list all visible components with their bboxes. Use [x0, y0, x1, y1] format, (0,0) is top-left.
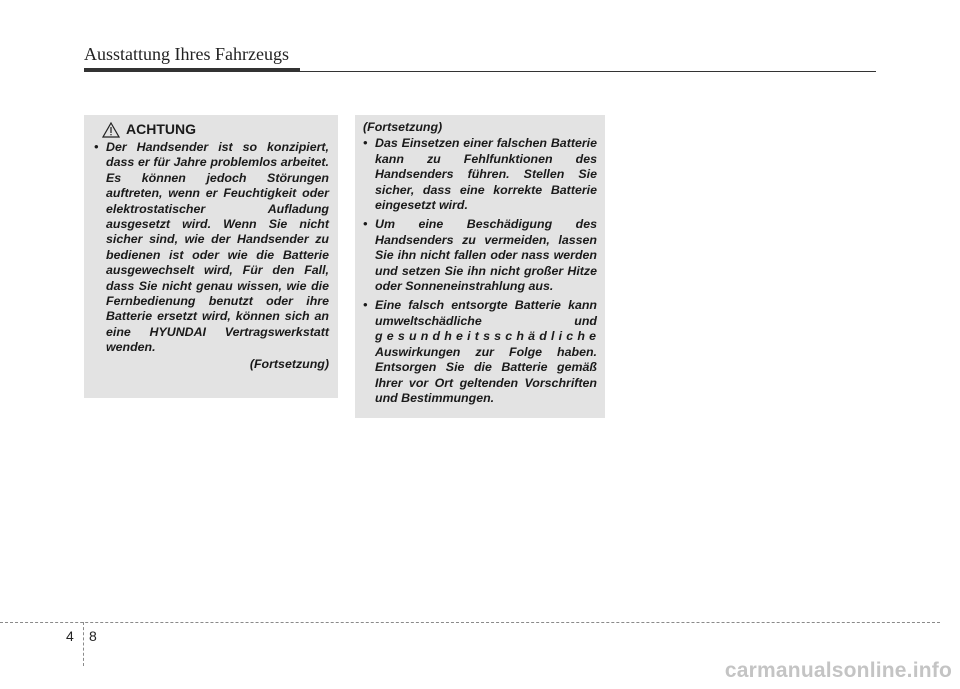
chapter-number: 4 — [66, 628, 74, 644]
bullet: • — [94, 140, 99, 154]
bullet: • — [363, 136, 368, 151]
page-number: 8 — [89, 628, 97, 644]
continuation-note: (Fortsetzung) — [249, 356, 329, 371]
footer-divider — [83, 622, 84, 666]
caution-box — [84, 115, 338, 398]
bullet: • — [363, 298, 368, 313]
caution-item — [363, 298, 601, 406]
footer-rule — [0, 622, 940, 623]
caution-item — [363, 136, 597, 213]
caution-text: Der Handsender ist so konzipiert, dass er für Jahre problemlos arbeitet. Es können jedoch Störungen auftreten, wenn er Feuchtigkeit oder elektrostatischer Aufladung ausgesetzt wird. Wenn Sie nicht sicher sind, wie der Handsender zu bedienen ist oder wie die Batterie ausgewechselt wird, Für den Fall, dass Sie nicht genau wissen, wie die Fernbedienung benutzt oder ihre Batterie ersetzt wird, können sich an eine HYUNDAI Vertragswerkstatt wenden. — [106, 140, 329, 355]
caution-text: Das Einsetzen einer falschen Batterie kann zu Fehlfunktionen des Handsenders führen. Stellen Sie sicher, dass eine korrekte Batterie eingesetzt wird. — [375, 136, 597, 213]
continuation-heading: (Fortsetzung) — [363, 120, 443, 134]
caution-text: Auswirkungen zur Folge haben. Entsorgen Sie die Batterie gemäß Ihrer vor Ort geltenden Vorschriften und Bestimmungen. — [375, 344, 597, 405]
caution-text: Eine falsch entsorgte Batterie kann umweltschädliche und — [375, 298, 597, 328]
section-title: Ausstattung Ihres Fahrzeugs — [84, 44, 289, 64]
caution-continued-box — [355, 115, 605, 418]
watermark: carmanualsonline.info — [724, 659, 952, 682]
caution-text-spaced: gesundheitsschädliche — [375, 329, 601, 344]
caution-title: ACHTUNG — [126, 121, 196, 138]
warning-triangle-icon — [102, 122, 120, 138]
bullet: • — [363, 217, 368, 232]
caution-item — [363, 217, 597, 294]
caution-item — [94, 140, 329, 356]
header-rule — [84, 71, 876, 72]
caution-header — [102, 122, 329, 138]
caution-text: Um eine Beschädigung des Handsenders zu vermeiden, lassen Sie ihn nicht fallen oder nass werden und setzen Sie ihn nicht großer Hitze oder Sonneneinstrahlung aus. — [375, 217, 597, 294]
